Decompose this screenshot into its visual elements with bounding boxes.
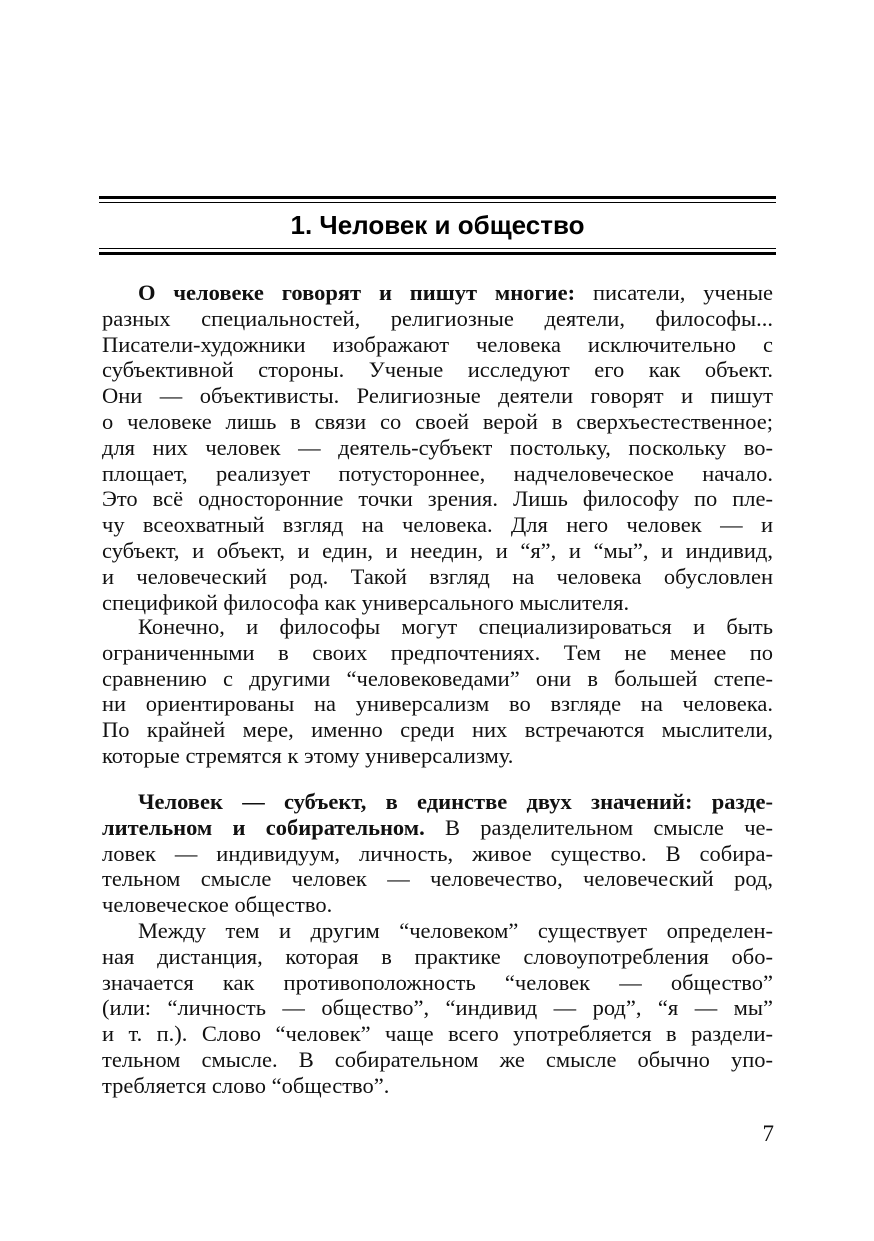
paragraph-line: Между тем и другим “человеком” существует определен-: [138, 918, 773, 943]
paragraph-3: [102, 789, 773, 918]
paragraph-line: Конечно, и философы могут специализироваться и быть: [138, 614, 773, 639]
paragraph-line: [102, 815, 773, 841]
paragraph-line: которые стремятся к этому универсализму.: [102, 742, 514, 768]
title-rule-top-thick: [99, 196, 776, 199]
paragraph-line: сравнению с другими “человековедами” они в большей степе-: [102, 665, 773, 691]
paragraph-line: и человеческий род. Такой взгляд на человека обусловлен: [102, 563, 773, 589]
paragraph-line: чу всеохватный взгляд на человека. Для него человек — и: [102, 512, 773, 538]
paragraph-line: тельном смысле. В собирательном же смысле обычно упо-: [102, 1046, 773, 1072]
paragraph-line: субъективной стороны. Ученые исследуют его как объект.: [102, 357, 773, 383]
paragraph-line: и т. п.). Слово “человек” чаще всего употребляется в раздели-: [102, 1021, 773, 1047]
paragraph-line: разных специальностей, религиозные деятели, философы...: [102, 305, 773, 331]
paragraph-text: В разделительном смысле че-: [424, 814, 773, 840]
paragraph-line: спецификой философа как универсального мыслителя.: [102, 589, 630, 615]
paragraph-line: Писатели-художники изображают человека исключительно с: [102, 331, 773, 357]
paragraph-2: [102, 614, 773, 769]
title-rule-top-thin: [99, 202, 776, 203]
paragraph-line: По крайней мере, именно среди них встречаются мыслители,: [102, 717, 773, 743]
paragraph-line: Они — объективисты. Религиозные деятели говорят и пишут: [102, 383, 773, 409]
paragraph-line: для них человек — деятель-субъект постольку, поскольку во-: [102, 434, 773, 460]
paragraph-line: субъект, и объект, и един, и неедин, и “я”, и “мы”, и индивид,: [102, 537, 773, 563]
paragraph-line: значается как противоположность “человек — общество”: [102, 969, 773, 995]
paragraph-lead: О человеке говорят и пишут многие:: [138, 280, 576, 305]
paragraph-line: Это всё односторонние точки зрения. Лишь философу по пле-: [102, 486, 773, 512]
paragraph-line: площает, реализует потустороннее, надчеловеческое начало.: [102, 460, 773, 486]
paragraph-lead-line: Человек — субъект, в единстве двух значений: разде-: [138, 789, 773, 814]
paragraph-line: ограниченными в своих предпочтениях. Тем не менее по: [102, 639, 773, 665]
paragraph-1: [102, 280, 773, 615]
title-rule-bottom-thick: [99, 252, 776, 255]
chapter-title: 1. Человек и общество: [290, 210, 585, 240]
paragraph-line: о человеке лишь в связи со своей верой в сверхъестественное;: [102, 408, 773, 434]
paragraph-line: (или: “личность — общество”, “индивид — род”, “я — мы”: [102, 995, 773, 1021]
paragraph-line: ная дистанция, которая в практике словоупотребления обо-: [102, 943, 773, 969]
title-rule-bottom-thin: [99, 248, 776, 249]
paragraph-line: тельном смысле человек — человечество, человеческий род,: [102, 866, 773, 892]
paragraph-lead: лительном и собирательном.: [102, 814, 425, 840]
page-number: 7: [762, 1121, 774, 1146]
paragraph-text: писатели, ученые: [575, 280, 773, 305]
paragraph-line: требляется слово “общество”.: [102, 1072, 390, 1098]
paragraph-line: [102, 280, 773, 306]
paragraph-line: человеческое общество.: [102, 892, 333, 918]
paragraph-line: ловек — индивидуум, личность, живое существо. В собира-: [102, 840, 773, 866]
paragraph-4: [102, 918, 773, 1099]
paragraph-line: ни ориентированы на универсализм во взгляде на человека.: [102, 691, 773, 717]
